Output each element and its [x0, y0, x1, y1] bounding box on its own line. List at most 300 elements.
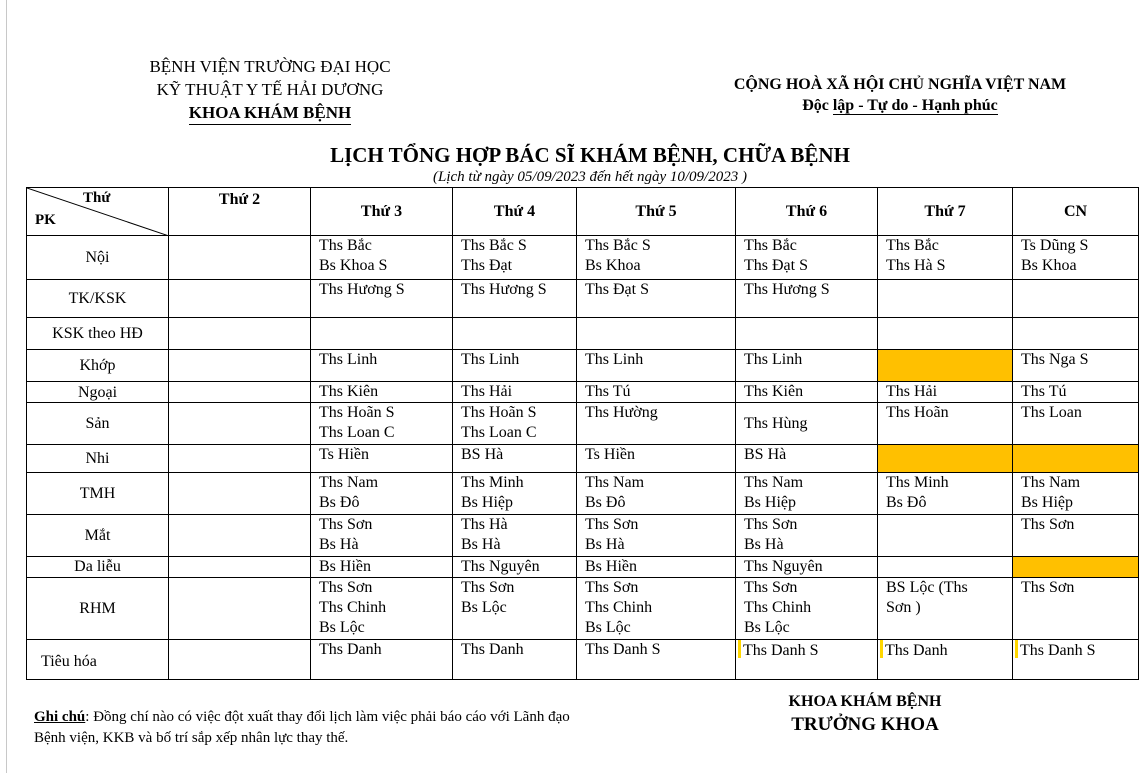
- national-motto: [700, 95, 1100, 116]
- doctor-name: Bs Lộc: [461, 599, 507, 616]
- doctor-entry: [461, 473, 576, 493]
- schedule-cell: [453, 473, 577, 515]
- schedule-cell: [1013, 318, 1139, 350]
- schedule-cell: [311, 280, 453, 318]
- doctor-entry: [319, 618, 452, 638]
- doctor-entry: [319, 350, 452, 370]
- schedule-cell: [1013, 280, 1139, 318]
- doctor-entry: [585, 382, 735, 402]
- doctor-entry: [585, 350, 735, 370]
- schedule-cell: [169, 473, 311, 515]
- doctor-name: Ths Nguyên: [744, 558, 823, 575]
- schedule-cell: [736, 403, 878, 445]
- day-header-thu: Thứ 5: [577, 188, 736, 236]
- doctor-entry: [585, 640, 735, 660]
- doctor-entry: [461, 535, 576, 555]
- doctor-entry: [585, 618, 735, 638]
- schedule-cell: [311, 236, 453, 280]
- doctor-name: BS Hà: [744, 446, 787, 463]
- doctor-entry: [744, 473, 877, 493]
- doctor-entry: [461, 557, 576, 577]
- schedule-cell: [1013, 640, 1139, 680]
- schedule-cell: [311, 578, 453, 640]
- doctor-entry: [461, 515, 576, 535]
- doctor-entry: [886, 236, 1012, 256]
- document-subtitle: (Lịch từ ngày 05/09/2023 đến hết ngày 10/09/2023 ): [433, 169, 747, 185]
- schedule-cell: [878, 640, 1013, 680]
- doctor-entry: [461, 493, 576, 513]
- doctor-name: Ths Bắc: [744, 237, 797, 254]
- doctor-name: Ths Hùng: [744, 414, 808, 432]
- doctor-name: Ths Hương S: [461, 281, 547, 298]
- schedule-cell: [1013, 382, 1139, 403]
- doctor-name: Ths Hà S: [886, 257, 946, 274]
- corner-pk-label: PK: [35, 212, 56, 228]
- doctor-name: Ths Sơn: [319, 579, 373, 596]
- doctor-entry: [585, 403, 735, 423]
- doctor-name: Bs Hiệp: [744, 494, 796, 511]
- schedule-cell: [1013, 578, 1139, 640]
- document-title: LỊCH TỔNG HỢP BÁC SĨ KHÁM BỆNH, CHỮA BỆNH: [330, 143, 850, 167]
- clinic-name-cell: TK/KSK: [27, 280, 169, 318]
- schedule-cell: [878, 403, 1013, 445]
- doctor-entry: [886, 598, 1012, 618]
- doctor-name: Bs Hà: [585, 536, 625, 553]
- table-header-row: [27, 188, 1139, 236]
- schedule-cell: [577, 557, 736, 578]
- doctor-entry: [461, 578, 576, 598]
- national-header: [700, 74, 1100, 116]
- doctor-entry: [319, 256, 452, 276]
- doctor-entry: [738, 640, 877, 661]
- schedule-cell: [453, 280, 577, 318]
- page-margin-line: [6, 0, 7, 773]
- day-header-tue: Thứ 3: [311, 188, 453, 236]
- schedule-cell: [453, 578, 577, 640]
- doctor-name: Ths Bắc S: [461, 237, 527, 254]
- schedule-cell: [169, 640, 311, 680]
- doctor-entry: [886, 578, 1012, 598]
- doctor-name: Ths Sơn: [744, 516, 798, 533]
- doctor-name: Ths Hà: [461, 516, 508, 533]
- doctor-entry: [319, 445, 452, 465]
- doctor-entry: [744, 414, 877, 434]
- schedule-cell: [453, 350, 577, 382]
- doctor-name: Ths Danh S: [743, 642, 819, 659]
- doctor-name: Ths Linh: [319, 351, 378, 368]
- schedule-cell: [577, 445, 736, 473]
- doctor-entry: [744, 236, 877, 256]
- doctor-name: Ths Hường: [585, 404, 658, 421]
- hospital-name-line2: KỸ THUẬT Y TẾ HẢI DƯƠNG: [156, 80, 384, 99]
- doctor-entry: [461, 640, 576, 660]
- schedule-cell: [453, 445, 577, 473]
- doctor-entry: [319, 382, 452, 402]
- schedule-cell: [453, 236, 577, 280]
- doctor-entry: [319, 473, 452, 493]
- schedule-cell: [1013, 445, 1139, 473]
- schedule-cell: [453, 318, 577, 350]
- schedule-cell: [311, 445, 453, 473]
- schedule-cell: [736, 236, 878, 280]
- doctor-entry: [1021, 382, 1138, 402]
- clinic-name-cell: Ngoại: [27, 382, 169, 403]
- schedule-cell: [1013, 350, 1139, 382]
- table-row: [27, 280, 1139, 318]
- doctor-entry: [585, 535, 735, 555]
- schedule-cell: [311, 515, 453, 557]
- doctor-entry: [585, 473, 735, 493]
- doctor-entry: [585, 280, 735, 300]
- note-label: Ghi chú: [34, 709, 86, 725]
- doctor-entry: [319, 598, 452, 618]
- doctor-entry: [1021, 236, 1138, 256]
- schedule-cell: [169, 557, 311, 578]
- schedule-cell: [878, 578, 1013, 640]
- doctor-entry: [461, 350, 576, 370]
- schedule-cell: [169, 515, 311, 557]
- doctor-name: Ths Nam: [585, 474, 645, 491]
- doctor-name: Ths Hoãn: [886, 404, 949, 421]
- schedule-cell: [577, 318, 736, 350]
- doctor-name: Ths Hải: [461, 383, 513, 400]
- doctor-entry: [585, 256, 735, 276]
- doctor-entry: [744, 280, 877, 300]
- doctor-name: Bs Đô: [319, 494, 360, 511]
- schedule-cell: [736, 350, 878, 382]
- doctor-entry: [585, 493, 735, 513]
- motto-part-b: lập - Tự do - Hạnh phúc: [832, 97, 998, 114]
- schedule-cell: [1013, 515, 1139, 557]
- schedule-cell: [577, 473, 736, 515]
- doctor-name: Ths Sơn: [585, 516, 639, 533]
- doctor-entry: [880, 640, 1012, 661]
- table-row: [27, 350, 1139, 382]
- clinic-name-cell: Khớp: [27, 350, 169, 382]
- doctor-entry: [744, 535, 877, 555]
- clinic-name-cell: Nội: [27, 236, 169, 280]
- table-row: [27, 382, 1139, 403]
- note-text: : Đồng chí nào có việc đột xuất thay đổi lịch làm việc phải báo cáo với Lãnh đạo Bệnh viện, KKB và bố trí sắp xếp nhân lực thay thế.: [34, 709, 570, 746]
- schedule-cell: [311, 640, 453, 680]
- schedule-cell: [878, 557, 1013, 578]
- schedule-cell: [169, 445, 311, 473]
- schedule-cell: [878, 236, 1013, 280]
- doctor-name: BS Lộc (Ths: [886, 579, 968, 596]
- doctor-entry: [319, 640, 452, 660]
- doctor-name: Ths Nam: [744, 474, 804, 491]
- schedule-cell: [453, 557, 577, 578]
- doctor-name: Ths Đạt: [461, 257, 513, 274]
- schedule-cell: [453, 382, 577, 403]
- schedule-cell: [878, 280, 1013, 318]
- day-header-sun: CN: [1013, 188, 1139, 236]
- doctor-entry: [744, 445, 877, 465]
- schedule-cell: [311, 403, 453, 445]
- doctor-entry: [319, 578, 452, 598]
- doctor-entry: [886, 403, 1012, 423]
- doctor-entry: [1021, 493, 1138, 513]
- doctor-entry: [744, 350, 877, 370]
- doctor-name: BS Hà: [461, 446, 504, 463]
- clinic-name-cell: Tiêu hóa: [27, 640, 169, 680]
- schedule-cell: [169, 280, 311, 318]
- schedule-cell: [577, 578, 736, 640]
- doctor-name: Ths Sơn: [585, 579, 639, 596]
- doctor-entry: [461, 280, 576, 300]
- highlight-mark: [880, 640, 883, 658]
- doctor-entry: [886, 256, 1012, 276]
- doctor-entry: [886, 382, 1012, 402]
- clinic-name-cell: RHM: [27, 578, 169, 640]
- clinic-name-cell: Sản: [27, 403, 169, 445]
- schedule-cell: [878, 445, 1013, 473]
- doctor-entry: [461, 382, 576, 402]
- doctor-entry: [744, 382, 877, 402]
- schedule-cell: [169, 350, 311, 382]
- doctor-name: Bs Lộc: [319, 619, 365, 636]
- doctor-name: Ths Tú: [1021, 383, 1067, 400]
- day-header-fri: Thứ 6: [736, 188, 878, 236]
- doctor-entry: [319, 493, 452, 513]
- doctor-name: Ths Hải: [886, 383, 938, 400]
- clinic-name-cell: Da liễu: [27, 557, 169, 578]
- doctor-name: Ths Loan: [1021, 404, 1082, 421]
- doctor-name: Ths Danh S: [1020, 642, 1096, 659]
- doctor-name: Ths Danh: [885, 642, 948, 659]
- doctor-name: Ths Nam: [319, 474, 379, 491]
- doctor-name: Bs Hiệp: [1021, 494, 1073, 511]
- schedule-cell: [169, 578, 311, 640]
- signature-role: TRƯỞNG KHOA: [791, 714, 939, 735]
- day-header-mon: Thứ 2: [169, 188, 311, 236]
- table-row: [27, 445, 1139, 473]
- doctor-name: Ths Hoãn S: [319, 404, 395, 421]
- doctor-name: Ths Linh: [461, 351, 520, 368]
- doctor-entry: [585, 236, 735, 256]
- doctor-name: Ths Chinh: [585, 599, 653, 616]
- doctor-entry: [1021, 256, 1138, 276]
- doctor-name: Ths Nga S: [1021, 351, 1089, 368]
- doctor-name: Bs Hiền: [585, 558, 637, 575]
- clinic-name-cell: Mắt: [27, 515, 169, 557]
- doctor-name: Bs Khoa S: [319, 257, 388, 274]
- day-header-wed: Thứ 4: [453, 188, 577, 236]
- note-block: [34, 707, 574, 749]
- schedule-cell: [169, 382, 311, 403]
- table-row: [27, 403, 1139, 445]
- doctor-entry: [461, 236, 576, 256]
- schedule-cell: [311, 318, 453, 350]
- doctor-entry: [461, 445, 576, 465]
- doctor-entry: [744, 598, 877, 618]
- doctor-entry: [319, 557, 452, 577]
- schedule-cell: [736, 382, 878, 403]
- doctor-entry: [1021, 350, 1138, 370]
- doctor-name: Ths Sơn: [461, 579, 515, 596]
- table-row: [27, 640, 1139, 680]
- doctor-entry: [585, 445, 735, 465]
- schedule-cell: [577, 236, 736, 280]
- doctor-name: Ths Bắc: [886, 237, 939, 254]
- doctor-name: Ths Linh: [585, 351, 644, 368]
- clinic-name-cell: Nhi: [27, 445, 169, 473]
- schedule-cell: [1013, 236, 1139, 280]
- corner-day-label: Thứ: [83, 190, 111, 206]
- schedule-table: [26, 187, 1139, 680]
- schedule-cell: [736, 280, 878, 318]
- schedule-cell: [736, 640, 878, 680]
- schedule-cell: [577, 640, 736, 680]
- doctor-name: Ths Bắc S: [585, 237, 651, 254]
- doctor-entry: [1021, 515, 1138, 535]
- doctor-entry: [319, 280, 452, 300]
- doctor-name: Ths Loan C: [319, 424, 395, 441]
- signature-department: KHOA KHÁM BỆNH: [788, 693, 942, 710]
- doctor-name: Ths Danh S: [585, 641, 661, 658]
- doctor-name: Ths Minh: [886, 474, 949, 491]
- doctor-entry: [461, 403, 576, 423]
- doctor-entry: [744, 256, 877, 276]
- doctor-name: Ths Linh: [744, 351, 803, 368]
- doctor-name: Ts Dũng S: [1021, 237, 1089, 254]
- table-row: [27, 557, 1139, 578]
- schedule-cell: [736, 318, 878, 350]
- doctor-name: Ths Minh: [461, 474, 524, 491]
- doctor-name: Ths Sơn: [1021, 516, 1075, 533]
- doctor-entry: [461, 598, 576, 618]
- doctor-name: Ths Đạt S: [744, 257, 808, 274]
- schedule-cell: [577, 382, 736, 403]
- table-row: [27, 578, 1139, 640]
- doctor-entry: [886, 473, 1012, 493]
- doctor-name: Ts Hiền: [319, 446, 369, 463]
- schedule-cell: [453, 640, 577, 680]
- doctor-name: Ths Hoãn S: [461, 404, 537, 421]
- doctor-name: Ths Hương S: [319, 281, 405, 298]
- schedule-cell: [311, 350, 453, 382]
- doctor-name: Ths Sơn: [744, 579, 798, 596]
- doctor-name: Ths Bắc: [319, 237, 372, 254]
- doctor-name: Bs Khoa: [1021, 257, 1077, 274]
- doctor-entry: [319, 236, 452, 256]
- schedule-cell: [453, 403, 577, 445]
- doctor-entry: [319, 423, 452, 443]
- doctor-name: Ths Đạt S: [585, 281, 649, 298]
- doctor-name: Bs Khoa: [585, 257, 641, 274]
- schedule-cell: [878, 382, 1013, 403]
- highlight-mark: [1015, 640, 1018, 658]
- doctor-name: Bs Hà: [319, 536, 359, 553]
- doctor-name: Ths Kiên: [319, 383, 379, 400]
- schedule-cell: [736, 578, 878, 640]
- doctor-entry: [1021, 473, 1138, 493]
- day-header-sat: Thứ 7: [878, 188, 1013, 236]
- doctor-entry: [461, 256, 576, 276]
- doctor-name: Bs Đô: [585, 494, 626, 511]
- doctor-entry: [1015, 640, 1138, 661]
- doctor-entry: [585, 578, 735, 598]
- table-row: [27, 473, 1139, 515]
- doctor-entry: [744, 618, 877, 638]
- schedule-cell: [1013, 557, 1139, 578]
- doctor-name: Ths Chinh: [744, 599, 812, 616]
- department-name: KHOA KHÁM BỆNH: [189, 101, 351, 125]
- doctor-name: Ths Danh: [461, 641, 524, 658]
- schedule-cell: [736, 473, 878, 515]
- schedule-cell: [169, 403, 311, 445]
- doctor-name: Ths Tú: [585, 383, 631, 400]
- doctor-name: Bs Đô: [886, 494, 927, 511]
- doctor-name: Bs Hà: [461, 536, 501, 553]
- table-row: [27, 236, 1139, 280]
- schedule-cell: [453, 515, 577, 557]
- doctor-name: Bs Hà: [744, 536, 784, 553]
- doctor-name: Ths Sơn: [1021, 579, 1075, 596]
- doctor-entry: [744, 515, 877, 535]
- schedule-cell: [577, 403, 736, 445]
- doctor-name: Bs Hiệp: [461, 494, 513, 511]
- doctor-name: Bs Hiền: [319, 558, 371, 575]
- schedule-cell: [577, 280, 736, 318]
- clinic-name-cell: KSK theo HĐ: [27, 318, 169, 350]
- doctor-name: Sơn ): [886, 599, 921, 616]
- schedule-cell: [577, 515, 736, 557]
- schedule-cell: [736, 557, 878, 578]
- doctor-entry: [1021, 578, 1138, 598]
- schedule-cell: [1013, 403, 1139, 445]
- doctor-entry: [1021, 403, 1138, 423]
- doctor-name: Ths Hương S: [744, 281, 830, 298]
- doctor-name: Ths Nam: [1021, 474, 1081, 491]
- doctor-name: Ths Sơn: [319, 516, 373, 533]
- doctor-entry: [319, 403, 452, 423]
- doctor-name: Bs Lộc: [585, 619, 631, 636]
- doctor-entry: [886, 493, 1012, 513]
- schedule-cell: [311, 473, 453, 515]
- hospital-header: [100, 55, 440, 125]
- schedule-cell: [311, 382, 453, 403]
- doctor-entry: [461, 423, 576, 443]
- highlight-mark: [738, 640, 741, 658]
- table-row: [27, 515, 1139, 557]
- table-row: [27, 318, 1139, 350]
- schedule-cell: [878, 473, 1013, 515]
- schedule-cell: [878, 318, 1013, 350]
- country-name: CỘNG HOÀ XÃ HỘI CHỦ NGHĨA VIỆT NAM: [733, 76, 1067, 93]
- doctor-name: Ths Danh: [319, 641, 382, 658]
- hospital-name-line1: BỆNH VIỆN TRƯỜNG ĐẠI HỌC: [149, 57, 391, 76]
- doctor-entry: [744, 493, 877, 513]
- doctor-entry: [585, 515, 735, 535]
- corner-header-cell: [27, 188, 169, 236]
- doctor-entry: [319, 535, 452, 555]
- schedule-cell: [878, 515, 1013, 557]
- doctor-name: Bs Lộc: [744, 619, 790, 636]
- motto-part-a: Độc: [802, 97, 833, 114]
- doctor-name: Ths Loan C: [461, 424, 537, 441]
- schedule-cell: [878, 350, 1013, 382]
- doctor-entry: [744, 557, 877, 577]
- doctor-entry: [744, 578, 877, 598]
- doctor-name: Ths Kiên: [744, 383, 804, 400]
- doctor-name: Ts Hiền: [585, 446, 635, 463]
- schedule-cell: [577, 350, 736, 382]
- doctor-entry: [585, 557, 735, 577]
- schedule-cell: [736, 445, 878, 473]
- schedule-cell: [1013, 473, 1139, 515]
- schedule-cell: [311, 557, 453, 578]
